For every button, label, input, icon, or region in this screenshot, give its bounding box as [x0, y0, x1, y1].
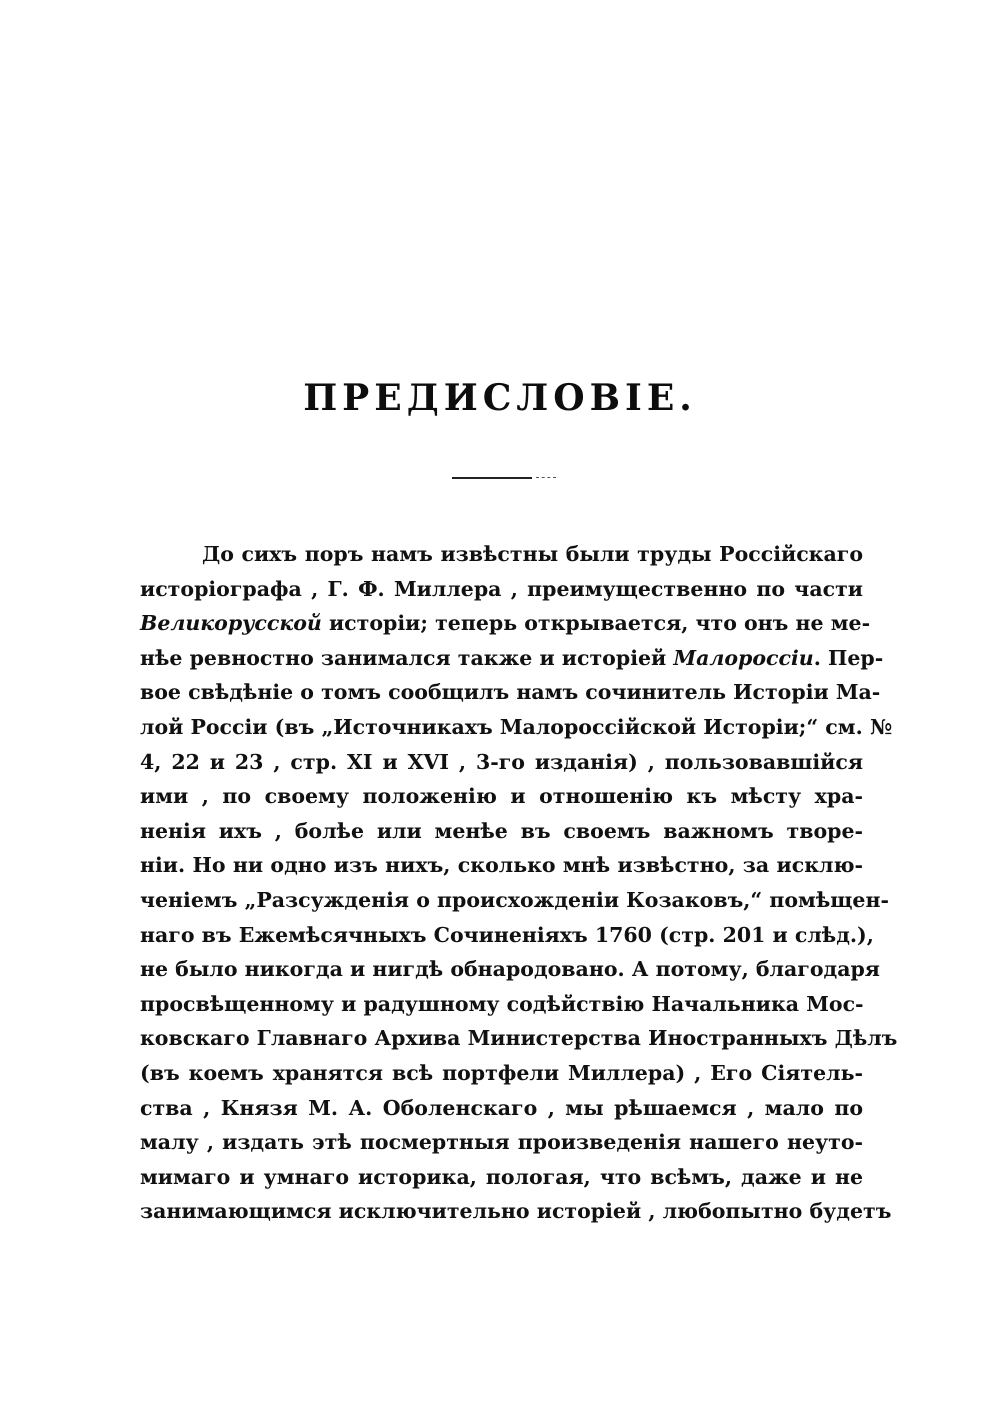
line-text: ства , Князя М. А. Оболенскаго , мы рѣшаемся , мало по — [140, 1095, 863, 1120]
text-line — [140, 1194, 892, 1229]
line-text: ченіемъ „Разсужденія о происхожденіи Козаковъ,“ помѣщен- — [140, 887, 889, 912]
line-text: не было никогда и нигдѣ обнародовано. А потому, благодаря — [140, 957, 880, 982]
text-line — [140, 537, 863, 572]
line-text: исторіографа , Г. Ф. Миллера , преимущественно по части — [140, 576, 863, 601]
text-line — [140, 641, 884, 676]
preface-paragraph — [140, 537, 898, 1229]
line-text: . Пер- — [813, 645, 884, 670]
text-line — [140, 1125, 863, 1160]
text-line — [140, 814, 863, 849]
text-line — [140, 987, 863, 1022]
text-line — [140, 883, 889, 918]
line-text: мимаго и умнаго историка, пологая, что всѣмъ, даже и не — [140, 1164, 863, 1189]
text-line — [140, 606, 871, 641]
line-text: исторіи; теперь открывается, что онъ не ме- — [321, 611, 871, 636]
text-line — [140, 779, 863, 814]
italic-term: Великорусской — [140, 611, 322, 636]
text-line — [140, 1091, 863, 1126]
line-text: наго въ Ежемѣсячныхъ Сочиненіяхъ 1760 (стр. 201 и слѣд.), — [140, 922, 874, 947]
line-text: малу , издать этѣ посмертныя произведенія нашего неуто- — [140, 1130, 863, 1155]
page-title: ПРЕДИСЛОВІЕ. — [303, 377, 697, 419]
line-text: До сихъ поръ намъ извѣстны были труды Россійскаго — [202, 542, 863, 566]
line-text: вое свѣдѣніе о томъ сообщилъ намъ сочинитель Исторіи Ма- — [140, 680, 881, 705]
title-divider — [452, 477, 532, 479]
text-line — [140, 952, 880, 987]
text-line — [140, 572, 863, 607]
line-text: ненія ихъ , болѣе или менѣе въ своемъ важномъ творе- — [140, 818, 863, 843]
title-divider-tail — [536, 477, 556, 478]
text-line — [140, 1021, 898, 1056]
line-text: 4, 22 и 23 , стр. XI и XVI , 3-го изданія) , пользовавшійся — [140, 749, 863, 774]
line-text: просвѣщенному и радушному содѣйствію Начальника Мос- — [140, 991, 864, 1016]
text-line — [140, 675, 881, 710]
line-text: (въ коемъ хранятся всѣ портфели Миллера) , Его Сіятель- — [140, 1060, 863, 1085]
line-text: ковскаго Главнаго Архива Министерства Иностранныхъ Дѣлъ — [140, 1026, 898, 1051]
line-text: занимающимся исключительно исторіей , любопытно будетъ — [140, 1199, 892, 1224]
text-line — [140, 1056, 863, 1091]
line-text: ніи. Но ни одно изъ нихъ, сколько мнѣ извѣстно, за исклю- — [140, 853, 863, 878]
italic-term: Малороссіи — [673, 645, 814, 670]
line-text: нѣе ревностно занимался также и исторіей — [140, 645, 674, 670]
text-line — [140, 710, 893, 745]
text-line — [140, 848, 863, 883]
line-text: ими , по своему положенію и отношенію къ мѣсту хра- — [140, 784, 863, 809]
text-line — [140, 745, 863, 780]
line-text: лой Россіи (въ „Источникахъ Малороссійской Исторіи;“ см. № — [140, 714, 893, 739]
text-line — [140, 918, 874, 953]
text-line — [140, 1160, 863, 1195]
